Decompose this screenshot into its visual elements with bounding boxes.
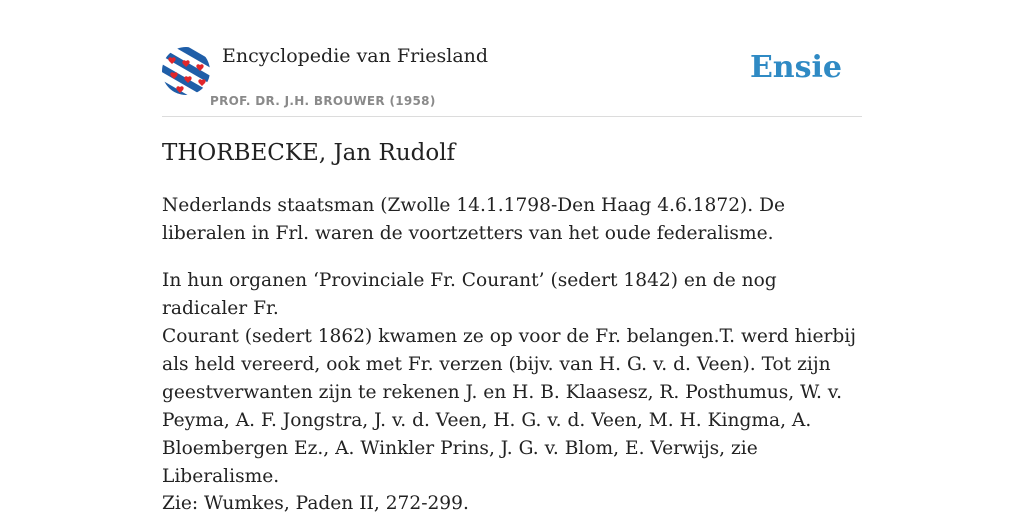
article-title: THORBECKE, Jan Rudolf bbox=[162, 140, 456, 166]
friesland-flag-icon[interactable] bbox=[162, 47, 210, 95]
article-paragraph: In hun organen ‘Provinciale Fr. Courant’ (sedert 1842) en de nog radicaler Fr. bbox=[162, 270, 777, 319]
brand-logo[interactable]: Ensie bbox=[749, 50, 842, 85]
header bbox=[162, 0, 862, 117]
article-paragraph: Courant (sedert 1862) kwamen ze op voor de Fr. belangen.T. werd hierbij als held vereerd, ook met Fr. verzen (bijv. van H. G. v. d. Veen). Tot zijn geestverwanten zijn te rekenen J. en H. B. Klaasesz, R. Posthumus, W. v. Peyma, A. F. Jongstra, J. v. d. Veen, H. G. v. d. Veen, M. H. Kingma, A. Bloembergen Ez., A. Winkler Prins, J. G. v. Blom, E. Verwijs, zie Liberalisme. bbox=[162, 326, 857, 487]
site-subtitle: PROF. DR. J.H. BROUWER (1958) bbox=[210, 94, 436, 108]
article-paragraph: Nederlands staatsman (Zwolle 14.1.1798-Den Haag 4.6.1872). De liberalen in Frl. waren de voortzetters van het oude federalisme. bbox=[162, 195, 786, 244]
page bbox=[162, 0, 862, 512]
article-paragraph: Zie: Wumkes, Paden II, 272-299. bbox=[162, 493, 469, 512]
site-title[interactable]: Encyclopedie van Friesland bbox=[222, 45, 489, 67]
